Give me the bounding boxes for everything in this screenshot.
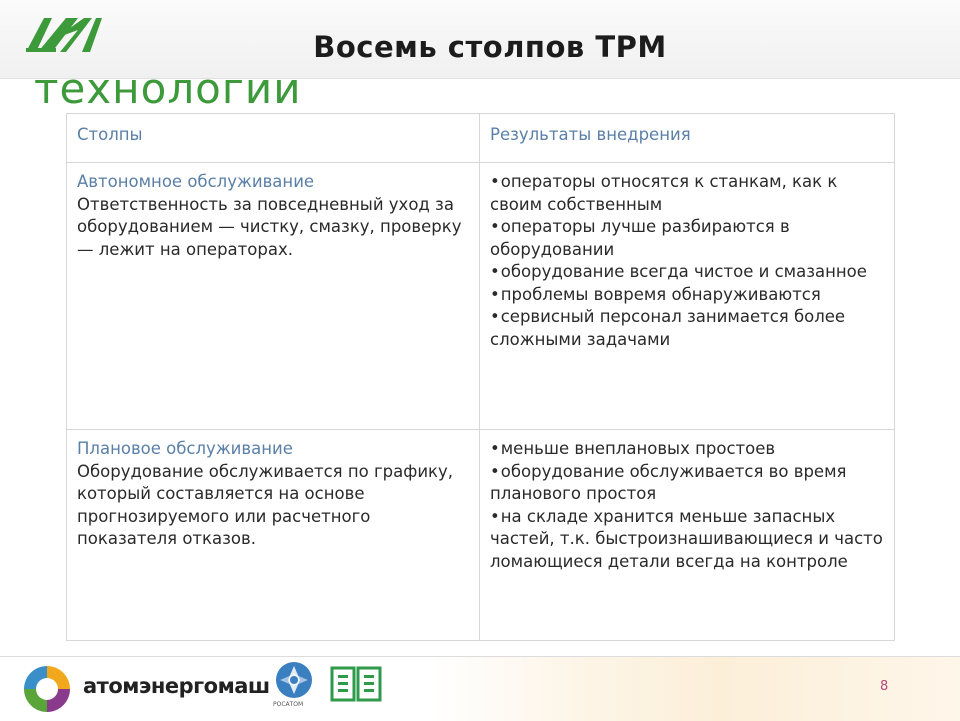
- pillars-table: [66, 113, 895, 641]
- results-cell: [480, 163, 895, 430]
- results-list: [490, 438, 884, 573]
- atomenergomash-logo-icon: [20, 662, 74, 716]
- column-header-results: Результаты внедрения: [480, 114, 895, 163]
- list-item: • сервисный персонал занимается более сложными задачами: [490, 306, 884, 351]
- list-item: • операторы лучше разбираются в оборудовании: [490, 216, 884, 261]
- list-item: • меньше внеплановых простоев: [490, 438, 884, 461]
- slide-title: Восемь столпов TPM: [313, 30, 667, 64]
- pillar-cell: [67, 163, 480, 430]
- results-cell: [480, 430, 895, 641]
- pillar-name: Плановое обслуживание: [77, 439, 293, 458]
- list-item: • на складе хранится меньше запасных частей, т.к. быстроизнашивающиеся и часто ломающиеся детали всегда на контроле: [490, 506, 884, 574]
- pillar-cell: [67, 430, 480, 641]
- pillar-description: Ответственность за повседневный уход за оборудованием — чистку, смазку, проверку — лежит на операторах.: [77, 194, 462, 259]
- column-header-pillars: Столпы: [67, 114, 480, 163]
- list-item: • операторы относятся к станкам, как к своим собственным: [490, 171, 884, 216]
- company-logo-icon: [26, 14, 102, 56]
- book-logo-icon: [330, 664, 382, 704]
- list-item: • проблемы вовремя обнаруживаются: [490, 284, 884, 307]
- rosatom-caption: РОСАТОМ: [273, 701, 304, 708]
- results-list: [490, 171, 884, 351]
- pillar-description: Оборудование обслуживается по графику, который составляется на основе прогнозируемого или расчетного показателя отказов.: [77, 461, 454, 548]
- list-item: • оборудование обслуживается во время планового простоя: [490, 461, 884, 506]
- table-header-row: [67, 114, 895, 163]
- table-row: [67, 430, 895, 641]
- table-row: [67, 163, 895, 430]
- rosatom-logo-icon: [274, 660, 314, 700]
- footer-company-name: атомэнергомаш: [83, 674, 270, 698]
- list-item: • оборудование всегда чистое и смазанное: [490, 261, 884, 284]
- page-number: 8: [880, 679, 889, 694]
- pillar-name: Автономное обслуживание: [77, 172, 315, 191]
- logo-wordmark: технологии: [34, 64, 302, 113]
